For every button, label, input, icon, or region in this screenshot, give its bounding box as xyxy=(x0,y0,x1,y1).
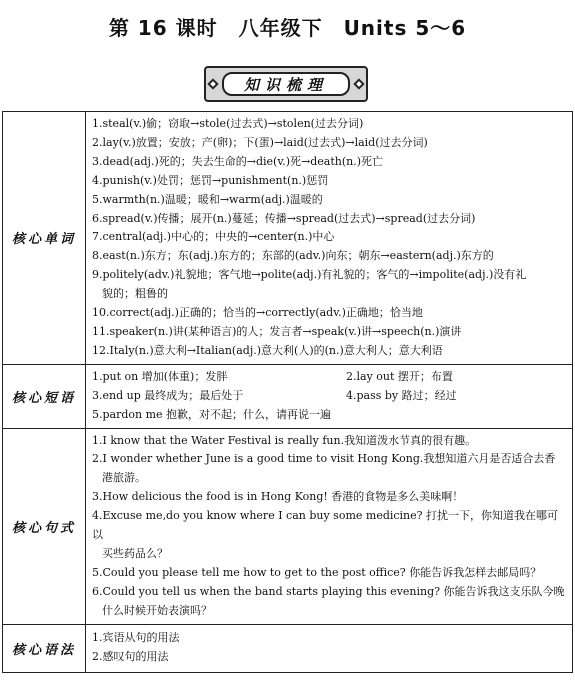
sentence-item: 5.Could you please tell me how to get to the post office? 你能告诉我怎样去邮局吗？ xyxy=(92,565,542,579)
page-title: 第 16 课时 八年级下 Units 5～6 xyxy=(108,16,467,40)
phrase-item: 2.lay out 摆开；布置 xyxy=(346,369,453,383)
vocab-item: 3.dead(adj.)死的；失去生命的→die(v.)死→death(n.)死亡 xyxy=(92,154,384,168)
vocab-item: 10.correct(adj.)正确的；恰当的→correctly(adv.)正确地；恰当地 xyxy=(92,306,423,320)
grammar-row xyxy=(3,624,573,672)
sentences-label: 核心句式 xyxy=(3,428,86,624)
sentence-item: 1.I know that the Water Festival is really fun.我知道泼水节真的很有趣。 xyxy=(92,433,477,447)
vocab-row xyxy=(3,112,573,365)
sentences-content xyxy=(86,428,573,624)
vocab-item: 1.steal(v.)偷；窃取→stole(过去式)→stolen(过去分词) xyxy=(92,117,364,130)
vocab-item: 12.Italy(n.)意大利→Italian(adj.)意大利(人)的(n.)意大利人；意大利语 xyxy=(92,343,443,357)
phrase-item: 1.put on 增加(体重)；发胖 xyxy=(92,369,228,383)
sentences-row xyxy=(3,428,573,624)
phrase-item: 5.pardon me 抱歉，对不起；什么，请再说一遍 xyxy=(92,407,332,421)
grammar-item: 1.宾语从句的用法 xyxy=(92,631,180,645)
sentence-item: 2.I wonder whether June is a good time to visit Hong Kong.我想知道六月是否适合去香 xyxy=(92,452,556,466)
vocab-item: 2.lay(v.)放置；安放；产(卵)；下(蛋)→laid(过去式)→laid(过去分词) xyxy=(92,135,428,149)
sentence-item: 4.Excuse me,do you know where I can buy some medicine? 打扰一下，你知道我在哪可以 xyxy=(92,509,559,542)
phrases-label: 核心短语 xyxy=(3,364,86,428)
vocab-item: 8.east(n.)东方；东(adj.)东方的；东部的(adv.)向东；朝东→eastern(adj.)东方的 xyxy=(92,249,494,263)
phrase-item: 3.end up 最终成为；最后处于 xyxy=(92,388,244,402)
vocab-item: 11.speaker(n.)讲(某种语言)的人；发言者→speak(v.)讲→speech(n.)演讲 xyxy=(92,324,462,338)
phrases-row xyxy=(3,364,573,428)
sentence-item-continuation: 港旅游。 xyxy=(102,471,146,485)
grammar-label: 核心语法 xyxy=(3,624,86,672)
sentence-item-continuation: 什么时候开始表演吗？ xyxy=(102,603,212,617)
vocab-item: 9.politely(adv.)礼貌地；客气地→polite(adj.)有礼貌的；客气的→impolite(adj.)没有礼 xyxy=(92,268,527,282)
vocab-item: 7.central(adj.)中心的；中央的→center(n.)中心 xyxy=(92,230,335,244)
grammar-item: 2.感叹句的用法 xyxy=(92,650,169,664)
sentence-item-continuation: 买些药品么？ xyxy=(102,546,168,560)
phrases-content xyxy=(86,364,573,428)
vocab-label: 核心单词 xyxy=(3,112,86,365)
phrase-item: 4.pass by 路过；经过 xyxy=(346,388,457,402)
sentence-item: 6.Could you tell us when the band starts playing this evening? 你能告诉我这支乐队今晚 xyxy=(92,584,565,598)
banner-title: 知识梳理 xyxy=(222,72,350,96)
sentence-item: 3.How delicious the food is in Hong Kong! 香港的食物是多么美味啊！ xyxy=(92,490,464,504)
grammar-content xyxy=(86,624,573,672)
summary-table xyxy=(2,111,573,673)
vocab-item: 5.warmth(n.)温暖；暖和→warm(adj.)温暖的 xyxy=(92,192,323,206)
vocab-content xyxy=(86,112,573,365)
section-banner xyxy=(204,66,368,102)
vocab-item: 6.spread(v.)传播；展开(n.)蔓延；传播→spread(过去式)→spread(过去分词) xyxy=(92,211,476,225)
vocab-item: 4.punish(v.)处罚；惩罚→punishment(n.)惩罚 xyxy=(92,173,329,187)
vocab-item-continuation: 貌的；粗鲁的 xyxy=(102,287,168,301)
